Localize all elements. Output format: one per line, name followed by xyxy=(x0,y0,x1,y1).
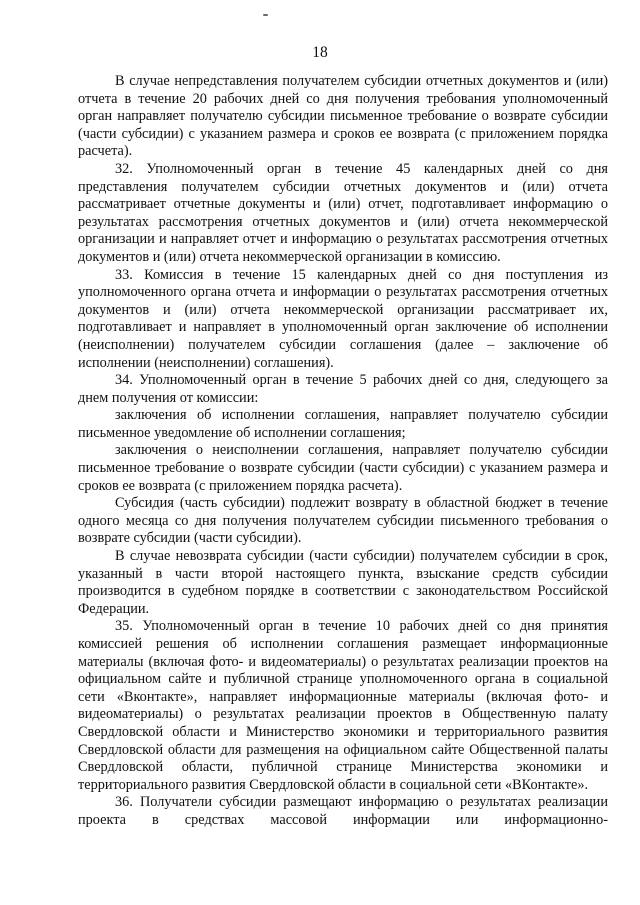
paragraph-33: 33. Комиссия в течение 15 календарных дней со дня поступления из уполномоченного органа отчета и информации о результатах рассмотрения отчетных документов и (или) отчета некоммерческой организации рассматривает их, подготавливает и направляет в уполномоченный орган заключение об исполнении (неисполнении) получателем субсидии соглашения (далее – заключение об исполнении (неисполнении) соглашения). xyxy=(78,266,608,371)
paragraph-34-execution: заключения об исполнении соглашения, направляет получателю субсидии письменное уведомление об исполнении соглашения; xyxy=(78,407,608,441)
paragraph-34: 34. Уполномоченный орган в течение 5 рабочих дней со дня, следующего за днем получения от комиссии: xyxy=(78,372,608,406)
scan-mark xyxy=(263,14,268,16)
paragraph-refund-term: Субсидия (часть субсидии) подлежит возврату в областной бюджет в течение одного месяца со дня получения получателем субсидии письменного требования о возврате субсидии (части субсидии). xyxy=(78,495,608,547)
paragraph-36: 36. Получатели субсидии размещают информацию о результатах реализации проекта в средствах массовой информации или информационно- xyxy=(78,794,608,828)
page-number: 18 xyxy=(312,44,328,61)
paragraph-34-nonexecution: заключения о неисполнении соглашения, направляет получателю субсидии письменное требование о возврате субсидии (части субсидии) с указанием размера и сроков ее возврата (с приложением порядка расчета). xyxy=(78,442,608,494)
document-body xyxy=(78,73,608,830)
paragraph-nonrefund: В случае невозврата субсидии (части субсидии) получателем субсидии в срок, указанный в части второй настоящего пункта, взыскание средств субсидии производится в судебном порядке в соответствии с законодательством Российской Федерации. xyxy=(78,548,608,617)
paragraph-35: 35. Уполномоченный орган в течение 10 рабочих дней со дня принятия комиссией решения об исполнении соглашения размещает информационные материалы (включая фото- и видеоматериалы) о результатах реализации проектов на официальном сайте и публичной странице уполномоченного органа в социальной сети «Вконтакте», направляет информационные материалы (включая фото- и видеоматериалы) о результатах реализации проектов в Общественную палату Свердловской области и Министерство экономики и территориального развития Свердловской области для размещения на официальном сайте Общественной палаты Свердловской области, публичной странице Министерства экономики и территориального развития Свердловской области в социальной сети «ВКонтакте». xyxy=(78,618,608,793)
paragraph-nonsubmission: В случае непредставления получателем субсидии отчетных документов и (или) отчета в течение 20 рабочих дней со дня получения требования уполномоченный орган направляет получателю субсидии письменное требование о возврате субсидии (части субсидии) с указанием размера и сроков ее возврата (с приложением порядка расчета). xyxy=(78,73,608,160)
paragraph-32: 32. Уполномоченный орган в течение 45 календарных дней со дня представления получателем субсидии отчетных документов и (или) отчета рассматривает отчетные документы и (или) отчет, подготавливает информацию о результатах рассмотрения отчетных документов и (или) отчета некоммерческой организации и направляет отчет и информацию о результатах рассмотрения отчетных документов и (или) отчета некоммерческой организации в комиссию. xyxy=(78,160,608,265)
